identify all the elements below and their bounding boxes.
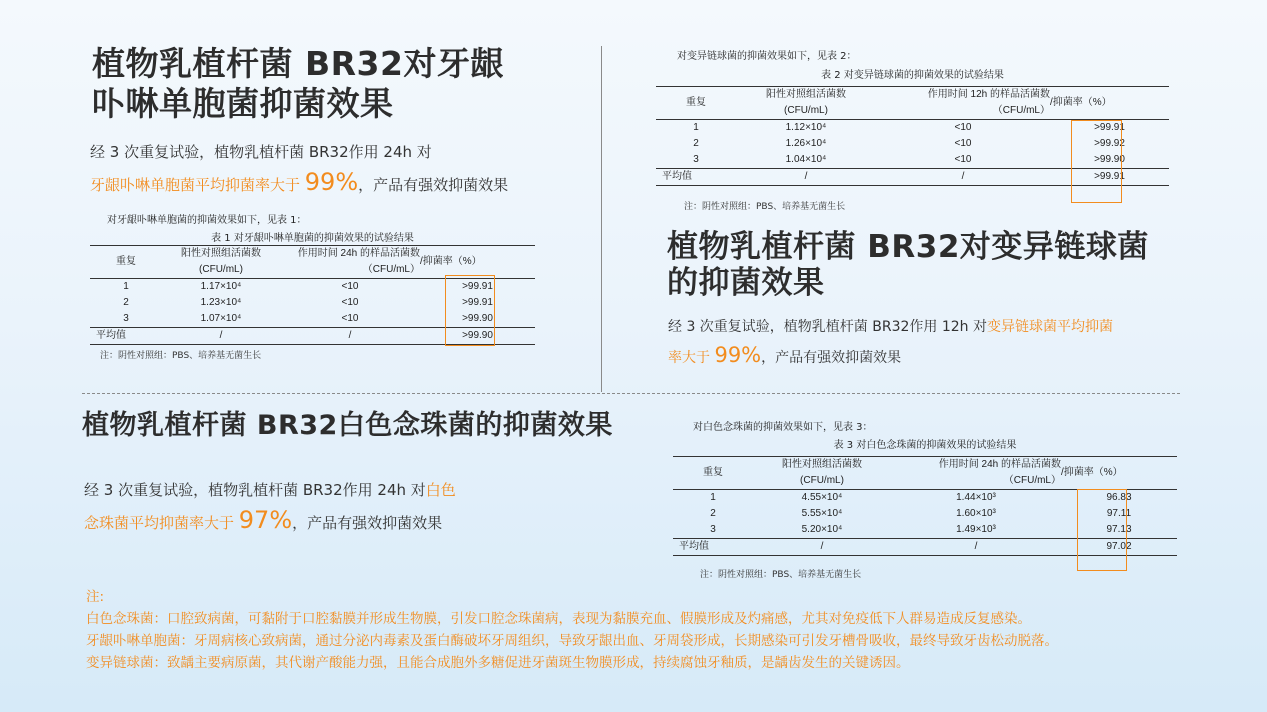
note-mutans: 变异链球菌：致龋主要病原菌，其代谢产酸能力强，且能合成胞外多糖促进牙菌斑生物膜形成，持续腐蚀牙釉质，是龋齿发生的关键诱因。 — [86, 655, 910, 671]
section1-para-highlight: 牙龈卟啉单胞菌平均抑菌率大于 — [90, 176, 305, 194]
section2-para-tail: ，产品有强效抑菌效果 — [761, 350, 902, 366]
table-row: 1 1.12×10⁴ <10 >99.91 — [693, 122, 1125, 133]
table1-highlight-box — [445, 275, 495, 346]
section2-para-start: 经 3 次重复试验，植物乳植杆菌 BR32作用 12h 对 — [668, 319, 987, 335]
section3-para-highlight2: 念珠菌平均抑菌率大于 — [84, 514, 239, 532]
table-avg-row: 平均值 / / >99.90 — [90, 328, 535, 345]
section2-title-line2: 的抑菌效果 — [667, 265, 825, 301]
section1-para-tail: ，产品有强效抑菌效果 — [358, 176, 509, 194]
section1-para-percent: 99% — [304, 168, 359, 196]
section2-para-percent: 99% — [714, 343, 762, 367]
table1-header-rate: /抑菌率（%） — [420, 256, 482, 267]
table3-header-control: 阳性对照组活菌数 (CFU/mL) — [782, 459, 862, 486]
table-avg-row: 平均值 / / 97.02 — [673, 539, 1177, 556]
section3-para-highlight1: 白色 — [425, 481, 456, 499]
table-row: 2 1.26×10⁴ <10 >99.92 — [693, 138, 1125, 149]
section3-paragraph — [84, 475, 456, 538]
section3-title: 植物乳植杆菌 BR32白色念珠菌的抑菌效果 — [82, 410, 613, 441]
table2-header-repeat: 重复 — [686, 97, 706, 108]
table3-note: 注：阴性对照组：PBS、培养基无菌生长 — [700, 570, 862, 580]
table1-note: 注：阴性对照组：PBS、培养基无菌生长 — [100, 351, 262, 361]
table2-caption: 表 2 对变异链球菌的抑菌效果的试验结果 — [821, 70, 1004, 81]
bottom-notes — [86, 586, 1058, 674]
table-row: 1 4.55×10⁴ 1.44×10³ 96.83 — [710, 492, 1132, 503]
table1-intro: 对牙龈卟啉单胞菌的抑菌效果如下，见表 1： — [107, 215, 307, 226]
section3-para-start: 经 3 次重复试验，植物乳植杆菌 BR32作用 24h 对 — [84, 481, 426, 499]
section2-para-highlight1: 变异链球菌平均抑菌 — [987, 319, 1113, 335]
table-avg-row: 平均值 / / >99.91 — [656, 169, 1169, 186]
table3-highlight-box — [1077, 489, 1127, 571]
table-row: 3 1.07×10⁴ <10 >99.90 — [123, 313, 493, 324]
section2-paragraph — [668, 313, 1113, 372]
section1-paragraph — [90, 137, 508, 200]
table2-header-sample: 作用时间 12h 的样品活菌数（CFU/mL） — [927, 89, 1050, 116]
section3-para-tail: ，产品有强效抑菌效果 — [292, 514, 443, 532]
note-candida: 白色念珠菌：口腔致病菌，可黏附于口腔黏膜并形成生物膜，引发口腔念珠菌病，表现为黏膜充血、假膜形成及灼痛感，尤其对免疫低下人群易造成反复感染。 — [86, 611, 1031, 627]
table-row: 3 5.20×10⁴ 1.49×10³ 97.13 — [710, 524, 1132, 535]
section1-title — [92, 44, 504, 124]
note-porphyromonas: 牙龈卟啉单胞菌：牙周病核心致病菌，通过分泌内毒素及蛋白酶破坏牙周组织，导致牙龈出血、牙周袋形成，长期感染可引发牙槽骨吸收，最终导致牙齿松动脱落。 — [86, 633, 1058, 649]
table3-caption: 表 3 对白色念珠菌的抑菌效果的试验结果 — [833, 440, 1017, 451]
table2-header-rate: /抑菌率（%） — [1050, 97, 1112, 108]
table3-intro: 对白色念珠菌的抑菌效果如下，见表 3： — [693, 422, 873, 433]
table2-note: 注：阴性对照组：PBS、培养基无菌生长 — [684, 202, 846, 212]
notes-heading: 注: — [86, 589, 105, 605]
table1-caption: 表 1 对牙龈卟啉单胞菌的抑菌效果的试验结果 — [211, 233, 414, 244]
vertical-divider — [601, 46, 602, 392]
horizontal-divider — [82, 393, 1180, 394]
section1-title-line1: 植物乳植杆菌 BR32对牙龈 — [92, 44, 504, 83]
section1-title-line2: 卟啉单胞菌抑菌效果 — [92, 84, 394, 123]
table1-header-control: 阳性对照组活菌数 (CFU/mL) — [181, 248, 261, 275]
table-row: 2 1.23×10⁴ <10 >99.91 — [123, 297, 493, 308]
table-row: 1 1.17×10⁴ <10 >99.91 — [123, 281, 493, 292]
table3-header-repeat: 重复 — [703, 467, 723, 478]
table3-header-rate: /抑菌率（%） — [1061, 467, 1123, 478]
table3-header-sample: 作用时间 24h 的样品活菌数（CFU/mL） — [938, 459, 1061, 486]
table2-header-control: 阳性对照组活菌数 (CFU/mL) — [766, 89, 846, 116]
section2-title-line1: 植物乳植杆菌 BR32对变异链球菌 — [667, 229, 1149, 265]
table2-intro: 对变异链球菌的抑菌效果如下，见表 2： — [677, 51, 857, 62]
table1-header-sample: 作用时间 24h 的样品活菌数（CFU/mL） — [297, 248, 420, 275]
table1-header-repeat: 重复 — [116, 256, 136, 267]
section2-title — [667, 229, 1149, 301]
section3-para-percent: 97% — [238, 506, 293, 534]
table-row: 2 5.55×10⁴ 1.60×10³ 97.11 — [710, 508, 1132, 519]
table-row: 3 1.04×10⁴ <10 >99.90 — [693, 154, 1125, 165]
section1-para-line1: 经 3 次重复试验，植物乳植杆菌 BR32作用 24h 对 — [90, 143, 432, 161]
section2-para-highlight2: 率大于 — [668, 350, 715, 366]
table2-highlight-box — [1071, 120, 1122, 203]
